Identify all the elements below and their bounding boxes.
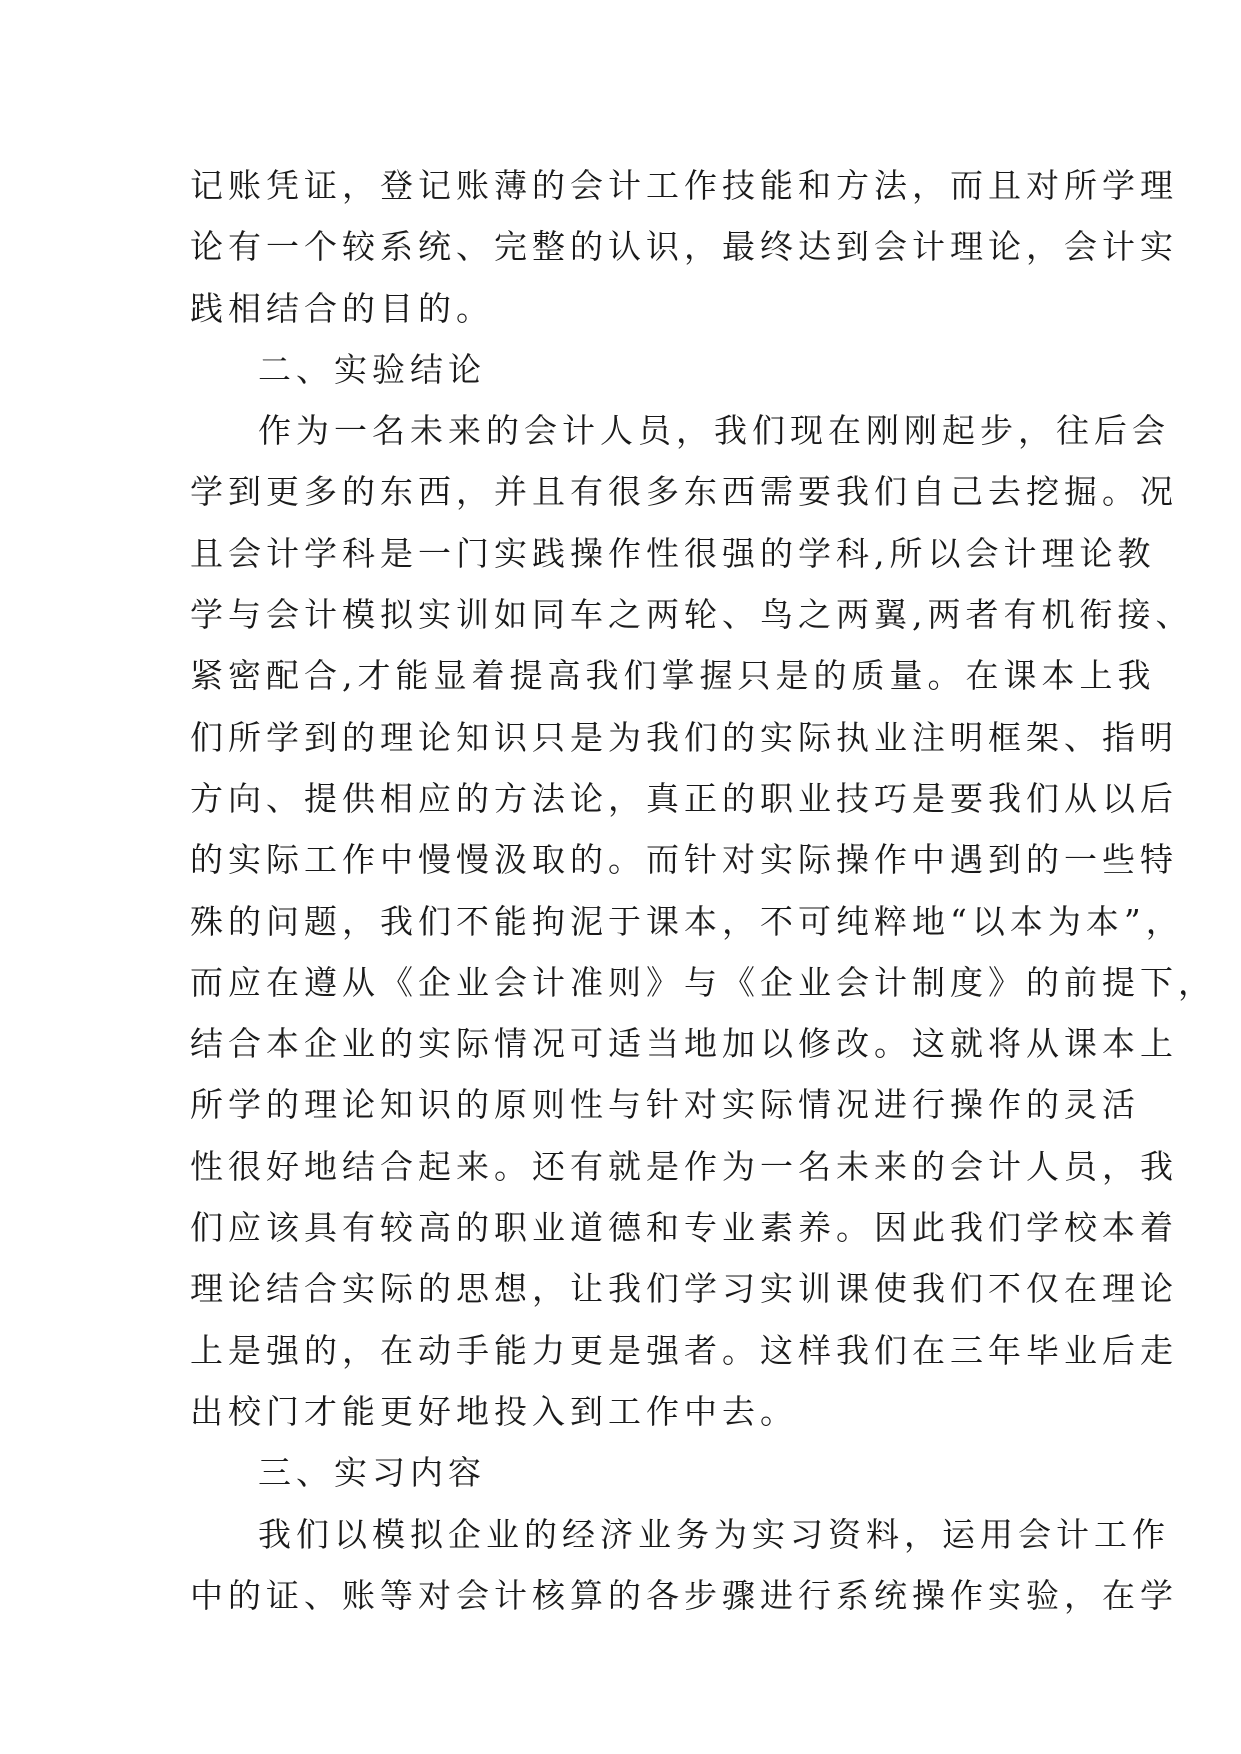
text-line: 学到更多的东西，并且有很多东西需要我们自己去挖掘。况 [190, 472, 1178, 512]
text-line: 学与会计模拟实训如同车之两轮、鸟之两翼,两者有机衔接、 [190, 595, 1194, 635]
text-line: 方向、提供相应的方法论，真正的职业技巧是要我们从以后 [190, 778, 1178, 818]
text-line: 紧密配合,才能显着提高我们掌握只是的质量。在课本上我 [190, 656, 1156, 696]
text-line: 们应该具有较高的职业道德和专业素养。因此我们学校本着 [190, 1208, 1178, 1248]
text-line: 践相结合的目的。 [190, 288, 494, 328]
text-line: 们所学到的理论知识只是为我们的实际执业注明框架、指明 [190, 717, 1178, 757]
text-line: 记账凭证，登记账薄的会计工作技能和方法，而且对所学理 [190, 166, 1178, 205]
text-line: 中的证、账等对会计核算的各步骤进行系统操作实验，在学 [190, 1575, 1178, 1615]
text-line: 理论结合实际的思想，让我们学习实训课使我们不仅在理论 [190, 1269, 1178, 1309]
text-line: 殊的问题，我们不能拘泥于课本，不可纯粹地“以本为本”， [190, 901, 1184, 941]
paragraph-first-line: 三、实习内容 [258, 1453, 486, 1493]
paragraph-first-line: 作为一名未来的会计人员，我们现在刚刚起步，往后会 [258, 411, 1170, 451]
text-line: 且会计学科是一门实践操作性很强的学科,所以会计理论教 [190, 533, 1156, 573]
text-line: 而应在遵从《企业会计准则》与《企业会计制度》的前提下， [190, 962, 1216, 1002]
body-text [190, 155, 1216, 1626]
text-line: 的实际工作中慢慢汲取的。而针对实际操作中遇到的一些特 [190, 840, 1178, 880]
text-line: 出校门才能更好地投入到工作中去。 [190, 1391, 798, 1431]
text-line: 性很好地结合起来。还有就是作为一名未来的会计人员，我 [190, 1146, 1178, 1186]
paragraph-first-line: 我们以模拟企业的经济业务为实习资料，运用会计工作 [258, 1514, 1170, 1554]
text-line: 上是强的，在动手能力更是强者。这样我们在三年毕业后走 [190, 1330, 1178, 1370]
paragraph-first-line: 二、实验结论 [258, 349, 486, 389]
text-line: 论有一个较系统、完整的认识，最终达到会计理论，会计实 [190, 227, 1178, 267]
text-line: 结合本企业的实际情况可适当地加以修改。这就将从课本上 [190, 1024, 1178, 1064]
text-line: 所学的理论知识的原则性与针对实际情况进行操作的灵活 [190, 1085, 1140, 1125]
